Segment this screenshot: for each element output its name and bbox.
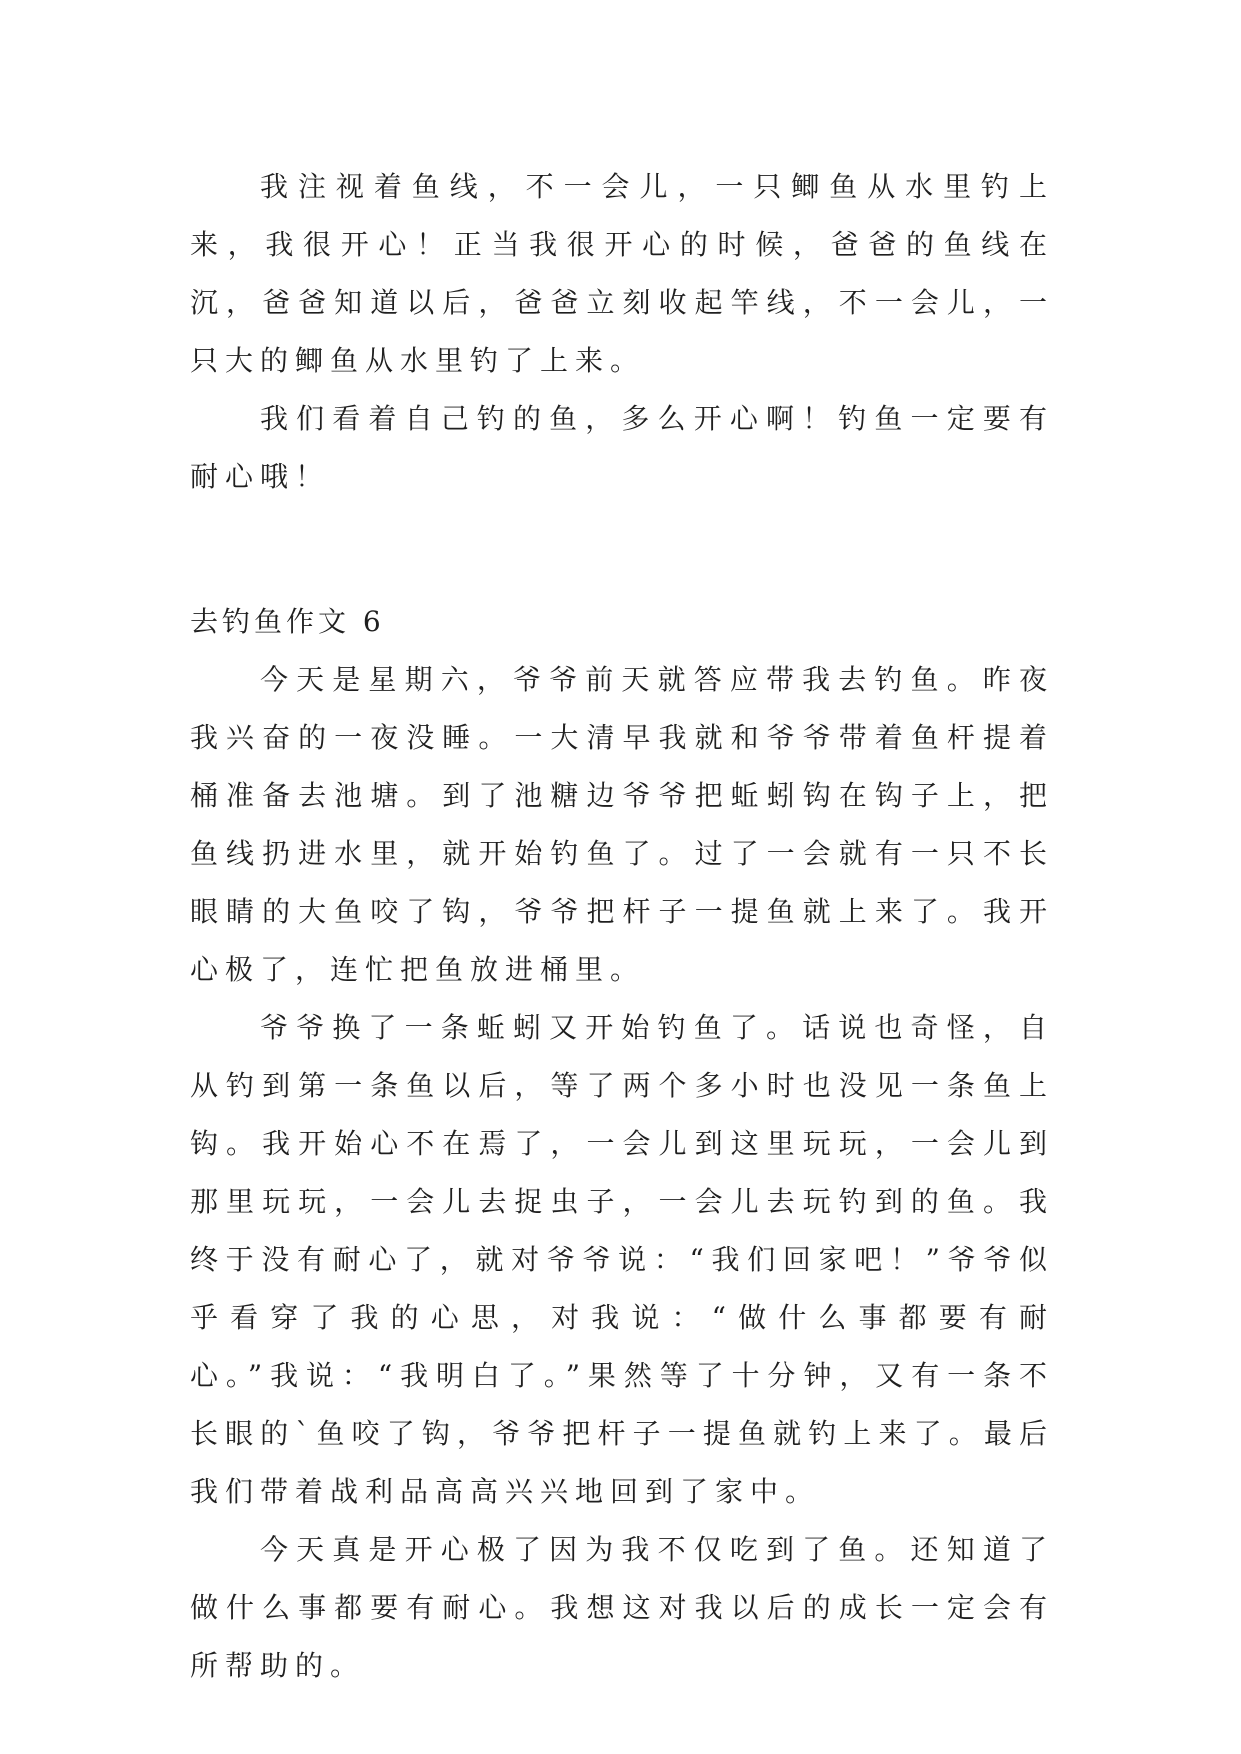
paragraph: 我们看着自己钓的鱼，多么开心啊！钓鱼一定要有耐心哦！ (190, 402, 1054, 493)
paragraph: 我注视着鱼线，不一会儿，一只鲫鱼从水里钓上来，我很开心！正当我很开心的时候，爸爸的鱼线在沉，爸爸知道以后，爸爸立刻收起竿线，不一会儿，一只大的鲫鱼从水里钓了上来。 (190, 170, 1054, 377)
paragraph: 爷爷换了一条蚯蚓又开始钓鱼了。话说也奇怪，自从钓到第一条鱼以后，等了两个多小时也没见一条鱼上钩。我开始心不在焉了，一会儿到这里玩玩，一会儿到那里玩玩，一会儿去捉虫子，一会儿去玩钓到的鱼。我终于没有耐心了，就对爷爷说：“我们回家吧！”爷爷似乎看穿了我的心思，对我说：“做什么事都要有耐心。”我说：“我明白了。”果然等了十分钟，又有一条不长眼的`鱼咬了钩，爷爷把杆子一提鱼就钓上来了。最后我们带着战利品高高兴兴地回到了家中。 (190, 1011, 1054, 1508)
paragraph: 今天真是开心极了因为我不仅吃到了鱼。还知道了做什么事都要有耐心。我想这对我以后的成长一定会有所帮助的。 (190, 1533, 1054, 1682)
paragraph: 今天是星期六，爷爷前天就答应带我去钓鱼。昨夜我兴奋的一夜没睡。一大清早我就和爷爷带着鱼杆提着桶准备去池塘。到了池糖边爷爷把蚯蚓钩在钩子上，把鱼线扔进水里，就开始钓鱼了。过了一会就有一只不长眼睛的大鱼咬了钩，爷爷把杆子一提鱼就上来了。我开心极了，连忙把鱼放进桶里。 (190, 663, 1054, 986)
document-body (190, 158, 1054, 1695)
section-heading: 去钓鱼作文 6 (190, 605, 385, 638)
